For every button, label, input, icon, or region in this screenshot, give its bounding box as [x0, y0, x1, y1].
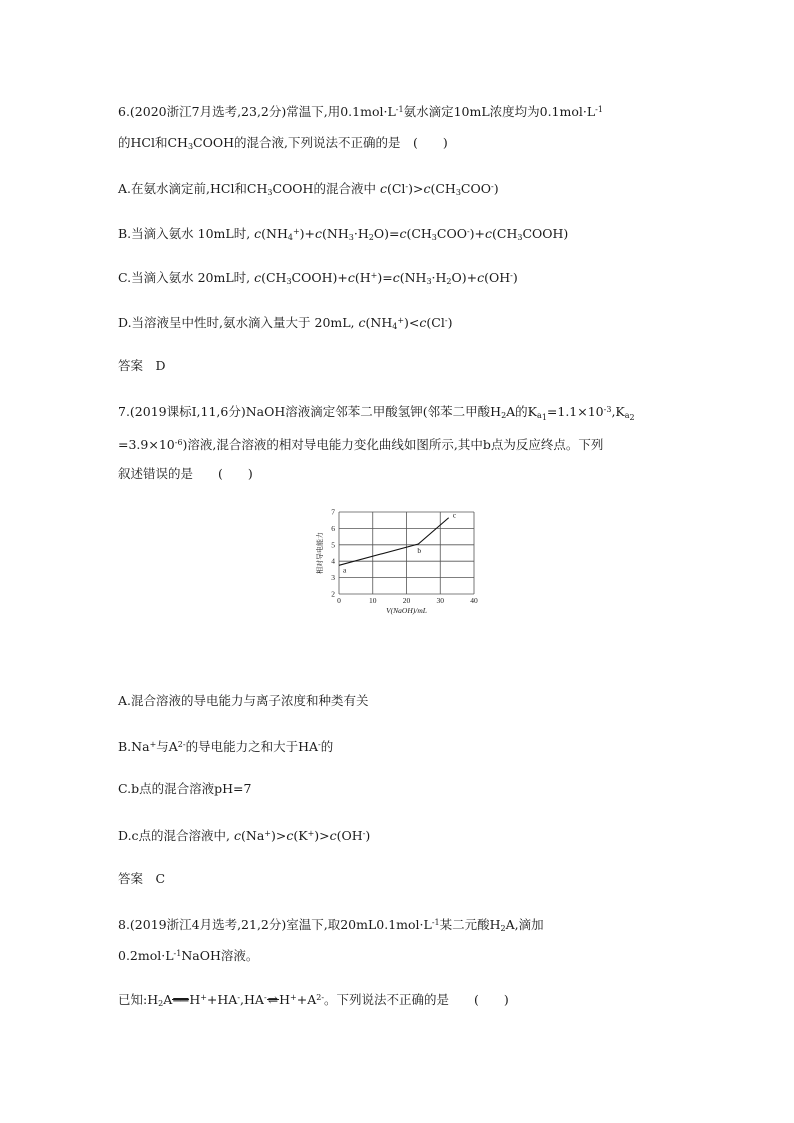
y-tick-label: 4 [331, 556, 335, 566]
x-tick-label: 20 [402, 596, 411, 605]
q6-option-a: A.在氨水滴定前,HCl和$CH_3COOH$的混合液中 $c(Cl^-)>c(CH_3COO^-)$ [118, 181, 499, 197]
chart-data-layer [339, 518, 449, 566]
q8-stem-line-3: 已知$:H_2A══H^++HA^-,HA^-\rightleftharpoons H^++A^{2-}$。下列说法不正确的是 ( ) [118, 992, 509, 1008]
x-tick-label: 30 [436, 596, 444, 605]
q7-option-b: B.Na+与$A^{2-}$的导电能力之和大于HA-的 [118, 739, 334, 754]
q8-stem-line-1: 8.(2019浙江4月选考,21,2分)室温下,取$20mL0.1mol\cdot L^{-1}$某二元酸$H_2A$,滴加 [118, 917, 544, 933]
q7-stem-line-3: 叙述错误的是 ( ) [118, 466, 253, 481]
y-tick-label: 6 [331, 523, 335, 533]
q6-answer: 答案 D [118, 358, 166, 373]
q7-answer: 答案 C [118, 871, 166, 886]
q6-stem-line-1: 6.(2020浙江7月选考,23,2分)常温下,用$0.1mol\cdot L^{-1}$氨水滴定10mL浓度均为$0.1mol\cdot L^{-1}$ [118, 104, 603, 119]
x-axis-label: V(NaOH)/mL [386, 606, 427, 615]
y-tick-label: 7 [331, 507, 335, 517]
point-label-a: a [343, 565, 347, 575]
conductivity-chart [318, 504, 488, 622]
q7-stem-line-2: $=3.9\times 10^{-6}$)溶液,混合溶液的相对导电能力变化曲线如图所示,其中b点为反应终点。下列 [118, 437, 604, 452]
x-tick-label: 40 [470, 596, 478, 605]
conductivity-line [339, 518, 449, 566]
y-tick-label: 5 [331, 540, 335, 550]
x-tick-label: 0 [337, 596, 341, 605]
y-tick-label: 2 [331, 589, 335, 599]
q7-option-d: D.c点的混合溶液中, c(Na+)>c(K+)>c(OH-) [118, 828, 371, 843]
point-label-b: b [417, 545, 422, 555]
q6-stem-line-2: 的HCl和$CH_3COOH$的混合液,下列说法不正确的是 ( ) [118, 135, 448, 151]
q6-option-c: C.当滴入氨水 20mL时, $c(CH_3COOH)+c(H^+)=c(NH_3\cdot H_2O)+c(OH^-)$ [118, 270, 518, 286]
q8-stem-line-2: $0.2mol\cdot L^{-1}NaOH$溶液。 [118, 948, 259, 963]
q7-stem-line-1: 7.(2019课标Ⅰ,11,6分)NaOH溶液滴定邻苯二甲酸氢钾(邻苯二甲酸$H_2A$的$K_{a_1}=1.1\times 10^{-3},K_{a_2}$ [118, 404, 635, 422]
x-tick-label: 10 [369, 596, 377, 605]
q6-option-d: D.当溶液呈中性时,氨水滴入量大于 20mL, $c(NH_4^+)<c(Cl^-)$ [118, 315, 453, 331]
q7-option-a: A.混合溶液的导电能力与离子浓度和种类有关 [118, 693, 369, 708]
chart-grid [339, 512, 474, 594]
q6-option-b: B.当滴入氨水 10mL时, $c(NH_4^+)+c(NH_3\cdot H_2O)=c(CH_3COO^-)+c(CH_3COOH)$ [118, 226, 569, 242]
q7-option-c: C.b点的混合溶液pH=7 [118, 781, 252, 796]
chart-labels [343, 511, 457, 575]
y-axis-label: 相对导电能力 [316, 532, 324, 574]
y-tick-label: 3 [331, 573, 335, 583]
point-label-c: c [452, 510, 457, 520]
